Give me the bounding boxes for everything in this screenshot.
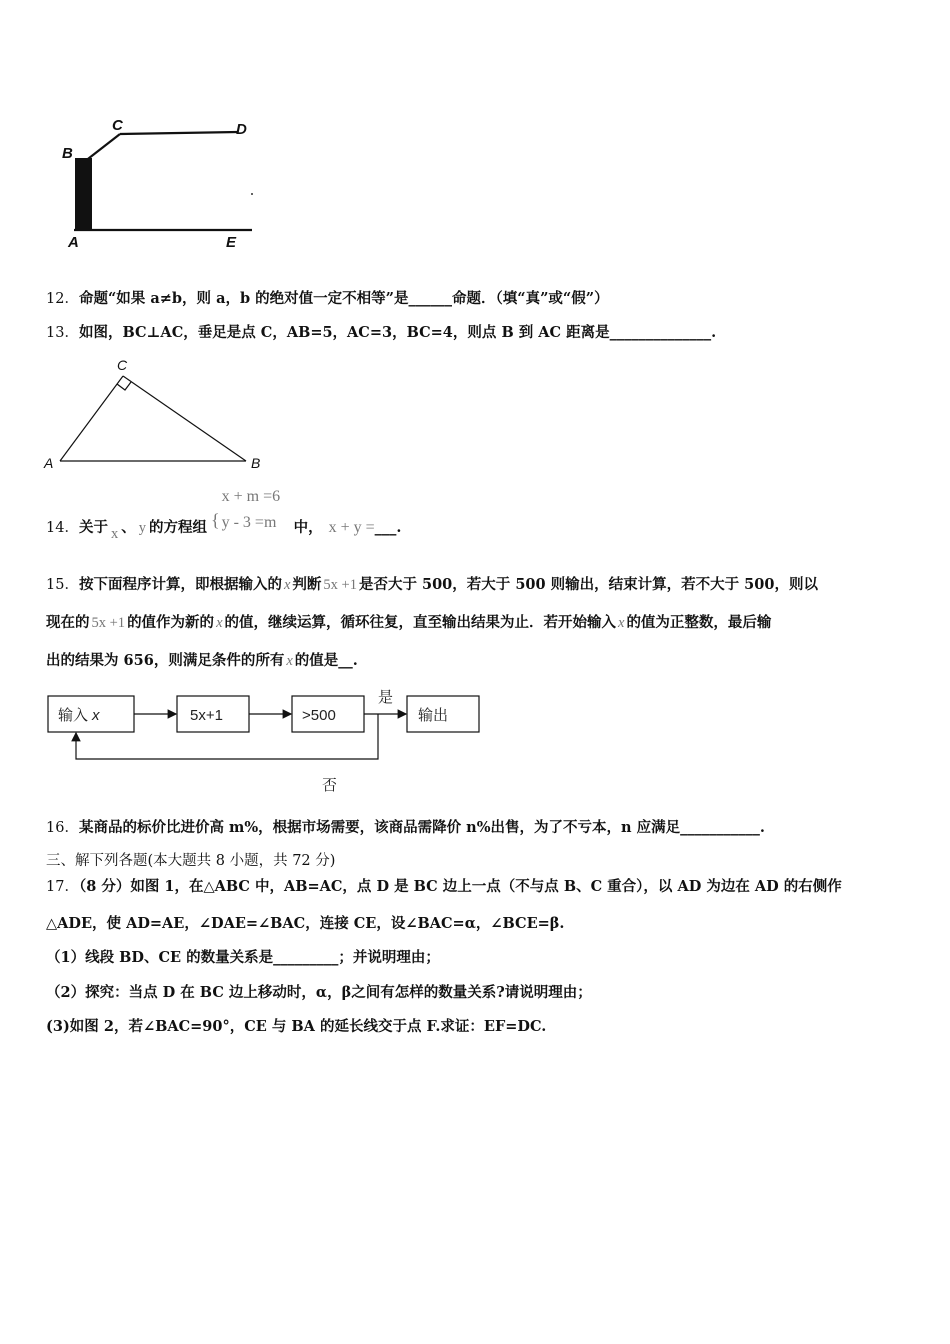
question-text: （8 分）如图 1，在△ABC 中，AB=AC，点 D 是 BC 边上一点（不与点 B、C 重合），以 AD 为边在 AD 的右侧作 xyxy=(78,878,842,895)
equation-system xyxy=(221,488,294,532)
question-text: 命题“如果 a≠b，则 a，b 的绝对值一定不相等”是______命题．（填“真”或“假”） xyxy=(78,290,609,307)
question-number: 15． xyxy=(46,577,79,593)
question-17-line-2: △ADE，使 AD=AE，∠DAE=∠BAC，连接 CE，设∠BAC=α，∠BCE=β. xyxy=(46,915,565,932)
q14-mid: 的方程组 xyxy=(148,519,207,536)
figure-13-triangle xyxy=(40,352,270,474)
flow-yes-label: 是 xyxy=(378,689,394,706)
label-B: B xyxy=(62,145,73,162)
flow-input-label: 输入 x xyxy=(58,707,100,724)
figure-11-diagram xyxy=(56,112,266,252)
question-16 xyxy=(46,816,765,837)
var-x: x xyxy=(216,615,223,631)
question-number: 12． xyxy=(46,291,79,307)
var-x: x xyxy=(618,615,625,631)
question-17-line-1 xyxy=(46,875,842,896)
q14-expr: x + y = xyxy=(328,519,375,536)
flow-output-label: 输出 xyxy=(418,707,449,724)
question-text: 某商品的标价比进价高 m%，根据市场需要，该商品需降价 n%出售，为了不亏本，n 应满足___________. xyxy=(78,819,765,836)
q15-text: 现在的 xyxy=(46,614,90,631)
equation-2: y - 3 =m xyxy=(221,514,277,531)
var-x: x xyxy=(110,526,119,542)
label-C: C xyxy=(117,357,128,373)
right-angle-mark xyxy=(117,382,131,390)
q15-text: 按下面程序计算，即根据输入的 xyxy=(78,576,282,593)
label-C: C xyxy=(112,117,123,134)
section-3-title: 三、解下列各题(本大题共 8 小题，共 72 分) xyxy=(46,853,336,869)
label-B: B xyxy=(251,455,261,471)
q15-text: 的值，继续运算，循环往复，直至输出结果为止．若开始输入 xyxy=(224,614,616,631)
question-number: 14． xyxy=(46,520,79,536)
question-15-line-3 xyxy=(46,649,358,670)
question-14 xyxy=(46,488,402,542)
q15-text: 的值是__. xyxy=(294,652,358,669)
q15-text: 的值为正整数，最后输 xyxy=(626,614,772,631)
triangle-sides xyxy=(60,376,246,461)
question-17-sub-2: （2）探究：当点 D 在 BC 边上移动时，α，β之间有怎样的数量关系?请说明理由； xyxy=(46,984,592,1001)
question-text: 如图，BC⊥AC，垂足是点 C，AB=5，AC=3，BC=4，则点 B 到 AC 距离是______________. xyxy=(78,324,717,341)
q15-text: 是否大于 500，若大于 500 则输出，结束计算，若不大于 500，则以 xyxy=(358,576,818,593)
brace-icon: { xyxy=(210,510,220,530)
question-15-line-2 xyxy=(46,611,771,632)
label-A: A xyxy=(44,455,54,471)
question-15-line-1 xyxy=(46,573,818,594)
var-x: x xyxy=(283,577,291,593)
question-number: 17． xyxy=(46,879,79,895)
label-A: A xyxy=(68,234,79,251)
question-number: 13． xyxy=(46,325,79,341)
question-17-sub-3: (3)如图 2，若∠BAC=90°，CE 与 BA 的延长线交于点 F.求证：EF=DC. xyxy=(46,1018,547,1035)
question-12 xyxy=(46,287,609,308)
q15-text: 出的结果为 656，则满足条件的所有 xyxy=(46,652,285,669)
q14-sep: 、 xyxy=(121,519,136,536)
q14-post: 中， xyxy=(293,519,323,536)
flow-no-label: 否 xyxy=(322,777,338,794)
flow-cond-label: >500 xyxy=(302,707,336,724)
flowchart xyxy=(40,684,490,800)
figure-11-pillar xyxy=(75,158,92,230)
question-number: 16． xyxy=(46,820,79,836)
flow-op-label: 5x+1 xyxy=(190,707,223,724)
q15-expr: 5x +1 xyxy=(91,615,126,631)
figure-11-lines xyxy=(74,132,252,230)
equation-1: x + m =6 xyxy=(221,488,281,505)
q14-tail: ___. xyxy=(374,519,402,536)
var-x: x xyxy=(286,653,293,669)
label-D: D xyxy=(236,121,247,138)
var-y: y xyxy=(138,520,146,536)
figure-11-dot xyxy=(251,193,253,195)
label-E: E xyxy=(226,234,237,251)
q15-text: 判断 xyxy=(292,576,322,593)
q15-expr: 5x +1 xyxy=(323,577,357,593)
q14-pre: 关于 xyxy=(78,519,108,536)
question-13 xyxy=(46,321,716,342)
question-17-sub-1: （1）线段 BD、CE 的数量关系是_________；并说明理由； xyxy=(46,949,440,966)
q15-text: 的值作为新的 xyxy=(127,614,215,631)
